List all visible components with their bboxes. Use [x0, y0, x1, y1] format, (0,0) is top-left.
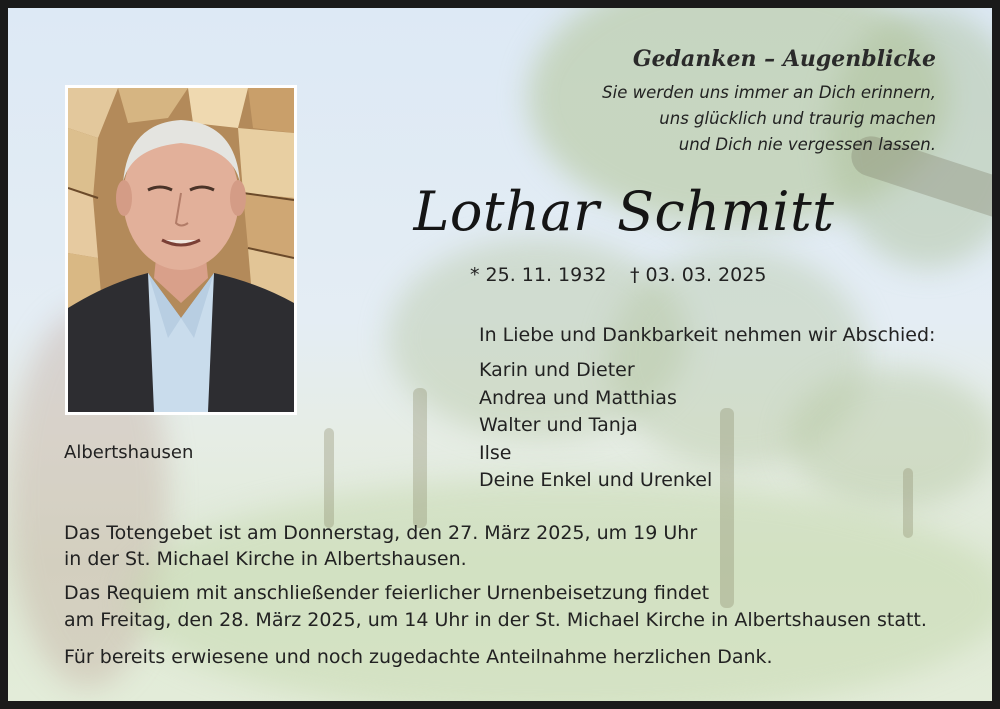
portrait-photo	[65, 85, 297, 415]
quote-line: Sie werden uns immer an Dich erinnern,	[602, 83, 936, 102]
background-tree-trunk	[413, 388, 427, 528]
farewell-text: In Liebe und Dankbarkeit nehmen wir Abschied:	[479, 324, 936, 346]
mourner-name: Deine Enkel und Urenkel	[479, 469, 713, 491]
requiem-notice: am Freitag, den 28. März 2025, um 14 Uhr in der St. Michael Kirche in Albertshausen statt.	[64, 609, 927, 631]
quote-title: Gedanken – Augenblicke	[632, 46, 936, 72]
prayer-notice: in der St. Michael Kirche in Albertshausen.	[64, 548, 467, 570]
quote-line: und Dich nie vergessen lassen.	[678, 135, 936, 154]
obituary-card	[8, 8, 992, 701]
deceased-name: Lothar Schmitt	[413, 180, 835, 243]
birth-date: * 25. 11. 1932	[470, 264, 607, 286]
mourner-name: Walter und Tanja	[479, 414, 638, 436]
background-tree-trunk	[720, 408, 734, 608]
death-date: † 03. 03. 2025	[630, 264, 767, 286]
prayer-notice: Das Totengebet ist am Donnerstag, den 27. März 2025, um 19 Uhr	[64, 522, 698, 544]
background-tree-trunk	[324, 428, 334, 528]
background-tree-trunk	[903, 468, 913, 538]
background-tree-foliage	[788, 368, 992, 508]
place-of-residence: Albertshausen	[64, 442, 194, 463]
quote-line: uns glücklich und traurig machen	[659, 109, 936, 128]
requiem-notice: Das Requiem mit anschließender feierlicher Urnenbeisetzung findet	[64, 582, 710, 604]
mourner-name: Andrea und Matthias	[479, 387, 677, 409]
mourner-name: Ilse	[479, 442, 512, 464]
mourner-name: Karin und Dieter	[479, 359, 635, 381]
thanks-notice: Für bereits erwiesene und noch zugedachte Anteilnahme herzlichen Dank.	[64, 646, 773, 668]
